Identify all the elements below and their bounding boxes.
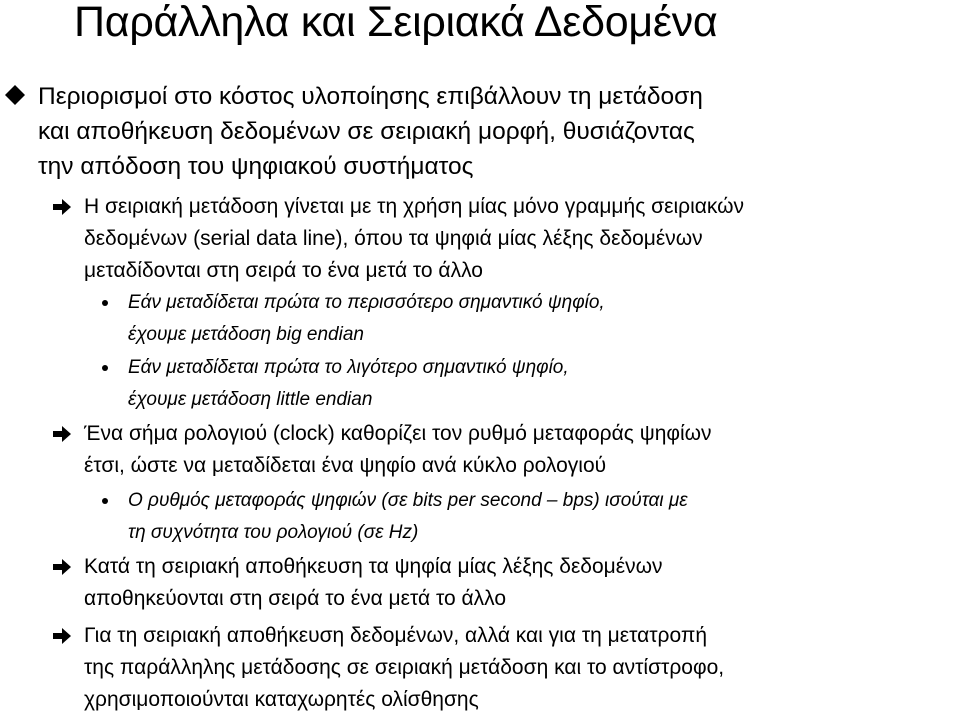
sub-bullet-text: Για τη σειριακή αποθήκευση δεδομένων, αλλά και για τη μετατροπή της παράλληλης μετάδοσης σε σειριακή μετάδοση και το αντίστροφο, χρησιμοποιούνται καταχωρητές ολίσθησης <box>84 624 725 711</box>
diamond-bullet-icon <box>4 84 26 106</box>
main-bullet-text: Περιορισμοί στο κόστος υλοποίησης επιβάλλουν τη μετάδοση και αποθήκευση δεδομένων σε σειριακή μορφή, θυσιάζοντας την απόδοση του ψηφιακού συστήματος <box>38 83 703 180</box>
arrow-bullet-icon <box>52 626 72 646</box>
sub-bullet-text: Η σειριακή μετάδοση γίνεται με τη χρήση μίας μόνο γραμμής σειριακών δεδομένων (serial data line), όπου τα ψηφιά μίας λέξης δεδομένων μεταδίδονται στη σειρά το ένα μετά το άλλο <box>84 195 745 282</box>
dot-bullet-icon <box>101 497 109 505</box>
sub-bullet-text: Ένα σήμα ρολογιού (clock) καθορίζει τον ρυθμό μεταφοράς ψηφίων έτσι, ώστε να μεταδίδεται ένα ψηφίο ανά κύκλο ρολογιού <box>84 422 712 477</box>
sub-bullet-text: Κατά τη σειριακή αποθήκευση τα ψηφία μίας λέξης δεδομένων αποθηκεύονται στη σειρά το ένα μετά το άλλο <box>84 555 663 610</box>
arrow-bullet-icon <box>52 557 72 577</box>
list-item-text: Εάν μεταδίδεται πρώτα το λιγότερο σημαντικό ψηφίο, έχουμε μετάδοση little endian <box>128 357 569 410</box>
slide-title: Παράλληλα και Σειριακά Δεδομένα <box>74 0 718 46</box>
list-item-text: Εάν μεταδίδεται πρώτα το περισσότερο σημαντικό ψηφίο, έχουμε μετάδοση big endian <box>128 292 605 345</box>
dot-bullet-icon <box>101 364 109 372</box>
arrow-bullet-icon <box>52 424 72 444</box>
arrow-bullet-icon <box>52 197 72 217</box>
dot-bullet-icon <box>101 299 109 307</box>
list-item-text: Ο ρυθμός μεταφοράς ψηφιών (σε bits per second – bps) ισούται με τη συχνότητα του ρολογιού (σε Hz) <box>128 490 688 543</box>
